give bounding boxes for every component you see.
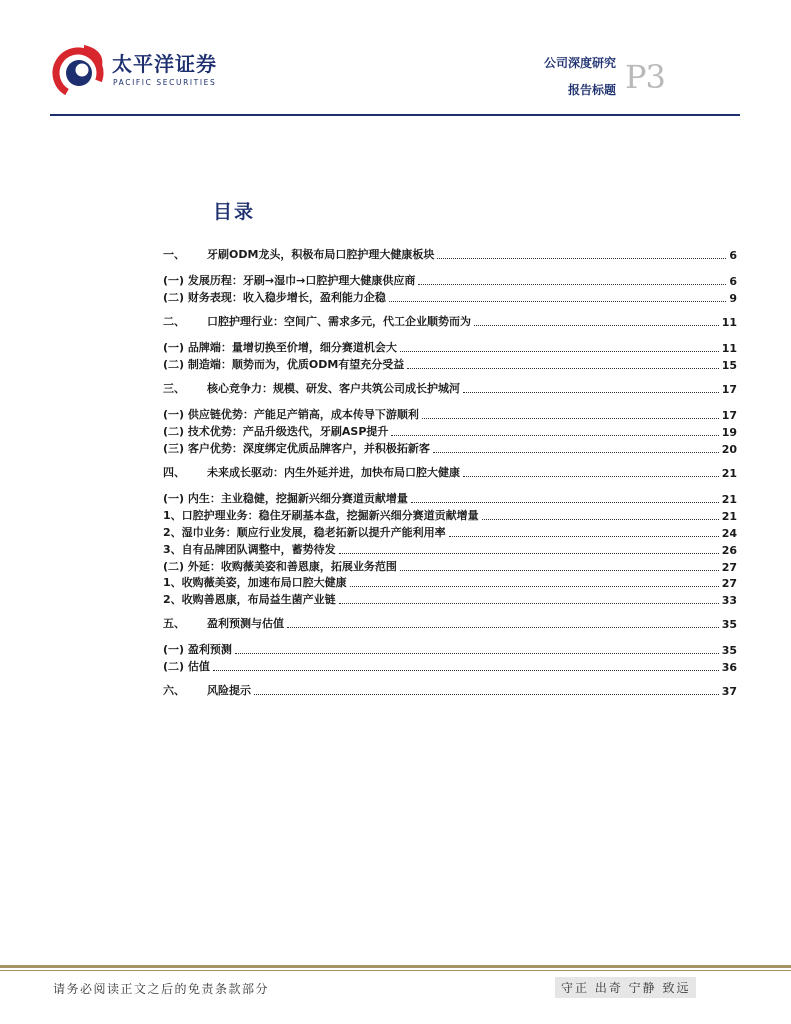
toc-entry-page: 6 — [729, 275, 737, 288]
toc-entry[interactable] — [163, 272, 737, 288]
toc-entry-page: 6 — [729, 249, 737, 262]
toc-entry-text: (一) 发展历程：牙刷→湿巾→口腔护理大健康供应商 — [163, 274, 416, 287]
toc-entry-number: 四、 — [163, 466, 185, 479]
toc-leader — [437, 257, 726, 259]
toc-entry-number: 一、 — [163, 248, 185, 261]
toc-entry[interactable] — [163, 339, 737, 355]
toc-entry-text: 牙刷ODM龙头，积极布局口腔护理大健康板块 — [207, 248, 435, 261]
toc-entry-page: 35 — [721, 618, 737, 631]
toc-entry[interactable] — [163, 541, 737, 557]
toc-leader — [407, 367, 718, 369]
toc-entry-text: (二) 制造端：顺势而为，优质ODM有望充分受益 — [163, 358, 405, 371]
toc-leader — [389, 300, 726, 302]
toc-entry[interactable] — [163, 356, 737, 372]
toc-entry-text: 2、收购善恩康，布局益生菌产业链 — [163, 593, 336, 606]
toc-entry-page: 27 — [721, 577, 737, 590]
toc-leader — [254, 693, 719, 695]
toc-entry-page: 17 — [721, 383, 737, 396]
toc-entry-text: 1、口腔护理业务：稳住牙刷基本盘，挖掘新兴细分赛道贡献增量 — [163, 509, 479, 522]
toc-entry-page: 37 — [721, 685, 737, 698]
toc-entry-page: 33 — [721, 594, 737, 607]
toc-entry-text: (一) 供应链优势：产能足产销高，成本传导下游顺利 — [163, 408, 419, 421]
toc-entry-page: 20 — [721, 443, 737, 456]
toc-entry-text: (一) 内生：主业稳健，挖掘新兴细分赛道贡献增量 — [163, 492, 408, 505]
toc-entry-text: 2、湿巾业务：顺应行业发展，稳老拓新以提升产能利用率 — [163, 526, 446, 539]
toc-entry-text: (二) 技术优势：产品升级迭代，牙刷ASP提升 — [163, 425, 389, 438]
toc-entry-page: 21 — [721, 467, 737, 480]
report-category — [544, 52, 616, 71]
toc-leader — [418, 283, 726, 285]
toc-entry[interactable] — [163, 591, 737, 607]
toc-leader — [422, 417, 719, 419]
toc-entry-text: 3、自有品牌团队调整中，蓄势待发 — [163, 543, 336, 556]
toc-title: 目录 — [213, 201, 256, 223]
footer-disclaimer: 请务必阅读正文之后的免责条款部分 — [53, 982, 270, 996]
toc-leader — [235, 652, 719, 654]
toc-entry[interactable] — [163, 313, 737, 329]
toc-entry-text: (二) 财务表现：收入稳步增长，盈利能力企稳 — [163, 291, 386, 304]
toc-entry-text: (二) 外延：收购薇美姿和善恩康，拓展业务范围 — [163, 560, 397, 573]
toc-entry-text: (一) 品牌端：量增切换至价增，细分赛道机会大 — [163, 341, 397, 354]
toc-entry-page: 9 — [729, 292, 737, 305]
toc-entry-page: 19 — [721, 426, 737, 439]
toc-entry-text: (三) 客户优势：深度绑定优质品牌客户，并积极拓新客 — [163, 442, 430, 455]
toc-entry[interactable] — [163, 682, 737, 698]
toc-leader — [463, 391, 719, 393]
toc-entry-text: 1、收购薇美姿，加速布局口腔大健康 — [163, 576, 347, 589]
toc-entry-number: 三、 — [163, 382, 185, 395]
toc-leader — [391, 434, 718, 436]
header-divider — [50, 114, 740, 116]
footer-divider-thin — [0, 970, 791, 971]
toc-leader — [400, 350, 719, 352]
toc-entry-page: 17 — [721, 409, 737, 422]
toc-entry-page: 21 — [721, 510, 737, 523]
toc-entry-page: 36 — [721, 661, 737, 674]
toc-entry-text: (一) 盈利预测 — [163, 643, 232, 656]
toc-leader — [474, 324, 719, 326]
toc-entry-page: 21 — [721, 493, 737, 506]
toc-entry[interactable] — [163, 246, 737, 262]
toc-entry[interactable] — [163, 423, 737, 439]
toc-leader — [463, 475, 719, 477]
toc-entry[interactable] — [163, 380, 737, 396]
toc-entry-page: 11 — [721, 342, 737, 355]
logo-chinese-name: 太平洋证券 — [112, 52, 217, 76]
toc-entry-number: 五、 — [163, 617, 185, 630]
toc-leader — [449, 535, 719, 537]
company-logo — [50, 42, 217, 102]
report-category-label: 公司深度研究 — [543, 56, 616, 70]
toc-entry-page: 35 — [721, 644, 737, 657]
footer-motto: 守正 出奇 宁静 致远 — [555, 977, 696, 998]
toc-entry[interactable] — [163, 574, 737, 590]
toc-entry-page: 11 — [721, 316, 737, 329]
toc-entry-number: 六、 — [163, 684, 185, 697]
toc-entry[interactable] — [163, 507, 737, 523]
toc-entry-text: 盈利预测与估值 — [207, 617, 284, 630]
pacific-securities-logo-icon — [50, 42, 106, 100]
toc-leader — [287, 626, 719, 628]
toc-entry[interactable] — [163, 615, 737, 631]
toc-entry-page: 24 — [721, 527, 737, 540]
toc-leader — [213, 669, 719, 671]
toc-leader — [339, 552, 719, 554]
toc-entry[interactable] — [163, 289, 737, 305]
toc-leader — [433, 451, 719, 453]
toc-entry-text: 核心竞争力：规模、研发、客户共筑公司成长护城河 — [207, 382, 460, 395]
toc-entry[interactable] — [163, 558, 737, 574]
toc-entry-page: 26 — [721, 544, 737, 557]
toc-entry[interactable] — [163, 490, 737, 506]
toc-entry-page: 27 — [721, 561, 737, 574]
page-number: P3 — [625, 58, 665, 96]
logo-english-name: PACIFIC SECURITIES — [113, 78, 217, 87]
toc-entry-number: 二、 — [163, 315, 185, 328]
toc-leader — [339, 602, 719, 604]
toc-entry[interactable] — [163, 658, 737, 674]
toc-leader — [350, 585, 719, 587]
report-title: 报告标题 — [567, 83, 616, 97]
toc-leader — [482, 518, 719, 520]
toc-entry-text: 风险提示 — [207, 684, 251, 697]
toc-entry-text: (二) 估值 — [163, 660, 210, 673]
toc-leader — [400, 569, 719, 571]
toc-entry[interactable] — [163, 440, 737, 456]
toc-entry[interactable] — [163, 641, 737, 657]
toc-leader — [411, 501, 719, 503]
footer-divider — [0, 965, 791, 968]
toc-entry-text: 口腔护理行业：空间广、需求多元，代工企业顺势而为 — [207, 315, 471, 328]
toc-entry[interactable] — [163, 464, 737, 480]
toc-entry[interactable] — [163, 406, 737, 422]
toc-entry-page: 15 — [721, 359, 737, 372]
toc-entry-text: 未来成长驱动：内生外延并进，加快布局口腔大健康 — [207, 466, 460, 479]
toc-entry[interactable] — [163, 524, 737, 540]
